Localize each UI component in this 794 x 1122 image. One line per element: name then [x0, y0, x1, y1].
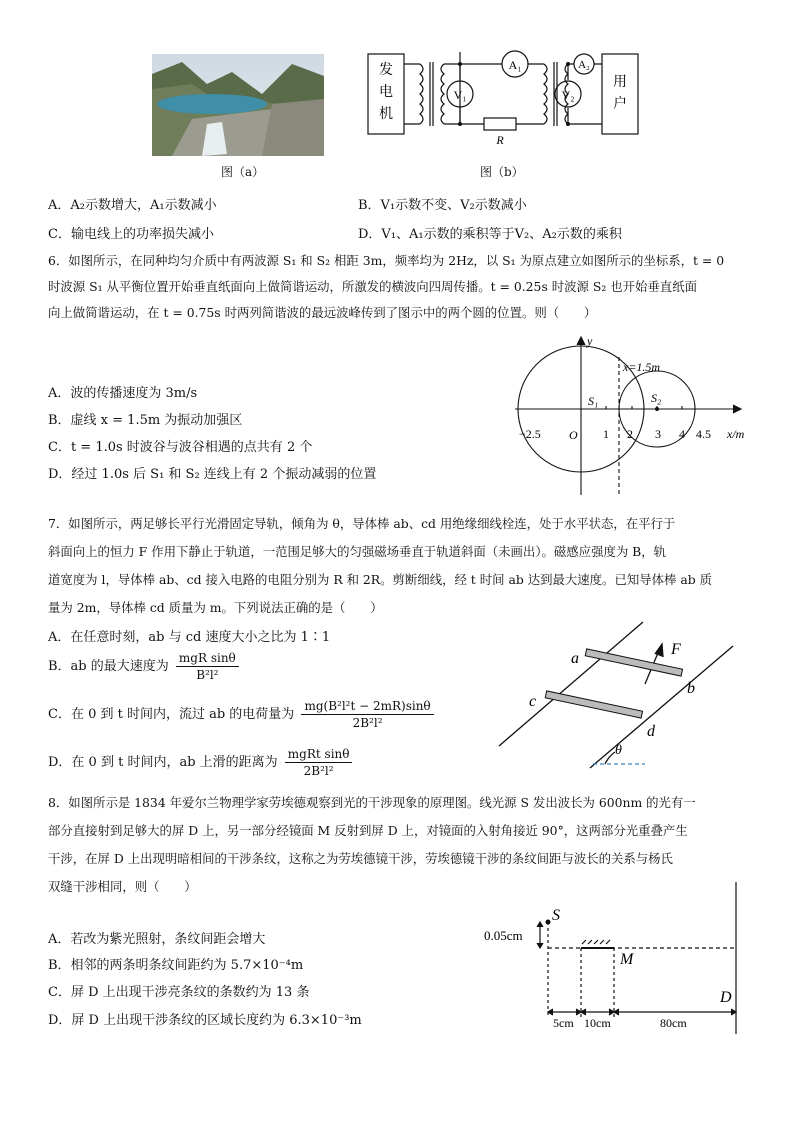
q8-stem-line-1: 8．如图所示是 1834 年爱尔兰物理学家劳埃德观察到光的干涉现象的原理图。线光源 S 发出波长为 600nm 的光有一 — [48, 795, 696, 810]
user-label-1: 用 — [613, 75, 627, 90]
dam-photo — [152, 54, 324, 156]
rod-label-a: a — [571, 650, 579, 667]
q6-option-a: A．波的传播速度为 3m/s — [48, 386, 198, 401]
q5-option-c: C．输电线上的功率损失减小 — [48, 227, 214, 242]
a2-meter-label: A₂ — [578, 59, 590, 71]
q6-option-b: B．虚线 x = 1.5m 为振动加强区 — [48, 413, 243, 428]
q8-option-a: A．若改为紫光照射，条纹间距会增大 — [48, 932, 266, 947]
v2-meter-label: V₂ — [561, 88, 575, 102]
tick-3: 3 — [655, 427, 661, 441]
tick-1: 1 — [603, 427, 609, 441]
force-label-f: F — [671, 641, 681, 658]
lloyd-mirror-figure — [478, 878, 748, 1038]
generator-label-1: 发 — [379, 63, 393, 78]
q7-stem-line-1: 7．如图所示，两足够长平行光滑固定导轨，倾角为 θ，导体棒 ab、cd 用绝缘细线栓连，处于水平状态，在平行于 — [48, 516, 676, 531]
origin-label: O — [569, 428, 578, 442]
source-label-s: S — [552, 907, 560, 924]
q5-option-d: D．V₁、A₁示数的乘积等于V₂、A₂示数的乘积 — [358, 227, 622, 242]
wave-sources-figure — [505, 335, 755, 500]
q8-stem-line-2: 部分直接射到足够大的屏 D 上，另一部分经镜面 M 反射到屏 D 上，对镜面的入射角接近 90°，这两部分光重叠产生 — [48, 823, 688, 838]
tick-4-5: 4.5 — [696, 427, 711, 441]
q7-option-d — [48, 746, 355, 779]
q7-option-c-numerator: mg(B²l²t − 2mR)sinθ — [301, 698, 433, 715]
screen-label-d: D — [720, 989, 732, 1006]
user-label-2: 户 — [613, 97, 627, 112]
y-axis-label: y — [587, 335, 593, 348]
q6-stem-line-2: 时波源 S₁ 从平衡位置开始垂直纸面向上做简谐运动，所激发的横波向四周传播。t = 0.25s 时波源 S₂ 也开始垂直纸面 — [48, 279, 697, 294]
q8-option-b: B．相邻的两条明条纹间距约为 5.7×10⁻⁴m — [48, 958, 304, 973]
generator-label-2: 电 — [379, 85, 393, 100]
q7-option-a: A．在任意时刻，ab 与 cd 速度大小之比为 1∶1 — [48, 630, 331, 645]
angle-label-theta: θ — [615, 743, 622, 758]
q6-stem-line-3: 向上做简谐运动，在 t = 0.75s 时两列简谐波的最远波峰传到了图示中的两个圆的位置。则（ ） — [48, 305, 597, 320]
rod-label-b: b — [687, 680, 695, 697]
inclined-rails-figure — [495, 618, 735, 770]
q7-option-c-denominator: 2B²l² — [352, 716, 383, 730]
a1-meter-label: A₁ — [508, 58, 522, 72]
q7-stem-line-4: 量为 2m，导体棒 cd 质量为 m。下列说法正确的是（ ） — [48, 600, 383, 615]
generator-label-3: 机 — [379, 107, 393, 122]
q8-option-c: C．屏 D 上出现干涉亮条纹的条数约为 13 条 — [48, 985, 310, 1000]
height-label: 0.05cm — [484, 928, 523, 943]
x-axis-label: x/m — [727, 427, 745, 441]
q6-option-c: C．t = 1.0s 时波谷与波谷相遇的点共有 2 个 — [48, 440, 313, 455]
s1-label: S₁ — [588, 394, 599, 408]
q7-option-c — [48, 698, 437, 731]
distance-label-5cm: 5cm — [553, 1016, 574, 1030]
q6-stem-line-1: 6．如图所示，在同种均匀介质中有两波源 S₁ 和 S₂ 相距 3m，频率均为 2Hz，以 S₁ 为原点建立如图所示的坐标系，t = 0 — [48, 253, 725, 268]
q7-stem-line-3: 道宽度为 l，导体棒 ab、cd 接入电路的电阻分别为 R 和 2R。剪断细线，经 t 时间 ab 达到最大速度。已知导体棒 ab 质 — [48, 572, 712, 587]
tick-2: 2 — [627, 427, 633, 441]
rod-label-c: c — [529, 693, 537, 710]
q7-option-c-fraction — [301, 698, 433, 731]
resistor-label: R — [496, 133, 504, 147]
q7-option-b-numerator: mgR sinθ — [176, 650, 239, 667]
caption-b: 图（b） — [480, 165, 524, 179]
tick-minus-2-5: −2.5 — [519, 427, 541, 441]
q7-option-d-denominator: 2B²l² — [303, 764, 334, 778]
q5-option-b: B．V₁示数不变、V₂示数减小 — [358, 198, 527, 213]
rod-label-d: d — [647, 723, 655, 740]
transmission-circuit-diagram — [362, 42, 642, 157]
q8-stem-line-4: 双缝干涉相同，则（ ） — [48, 879, 197, 894]
q8-stem-line-3: 干涉，在屏 D 上出现明暗相间的干涉条纹，这称之为劳埃德镜干涉，劳埃德镜干涉的条纹间距与波长的关系与杨氏 — [48, 851, 673, 866]
q7-option-b-text: B．ab 的最大速度为 — [48, 659, 169, 674]
caption-a: 图（a） — [221, 165, 265, 179]
distance-label-10cm: 10cm — [584, 1016, 611, 1030]
dashed-line-label: x=1.5m — [623, 360, 661, 374]
tick-4: 4 — [679, 427, 685, 441]
q8-option-d: D．屏 D 上出现干涉条纹的区域长度约为 6.3×10⁻³m — [48, 1013, 362, 1028]
distance-label-80cm: 80cm — [660, 1016, 687, 1030]
q7-option-d-text: D．在 0 到 t 时间内，ab 上滑的距离为 — [48, 755, 278, 770]
q7-option-d-fraction — [285, 746, 353, 779]
s2-label: S₂ — [651, 391, 662, 405]
q6-option-d: D．经过 1.0s 后 S₁ 和 S₂ 连线上有 2 个振动减弱的位置 — [48, 467, 377, 482]
v1-meter-label: V₁ — [453, 88, 467, 102]
q5-option-a: A．A₂示数增大，A₁示数减小 — [48, 198, 217, 213]
q7-option-c-text: C．在 0 到 t 时间内，流过 ab 的电荷量为 — [48, 707, 295, 722]
q7-option-b — [48, 650, 242, 683]
q7-option-d-numerator: mgRt sinθ — [285, 746, 353, 763]
q7-stem-line-2: 斜面向上的恒力 F 作用下静止于轨道，一范围足够大的匀强磁场垂直于轨道斜面（未画出）。磁感应强度为 B，轨 — [48, 544, 667, 559]
q7-option-b-fraction — [176, 650, 239, 683]
mirror-label-m: M — [620, 951, 634, 968]
q7-option-b-denominator: B²l² — [196, 668, 219, 682]
